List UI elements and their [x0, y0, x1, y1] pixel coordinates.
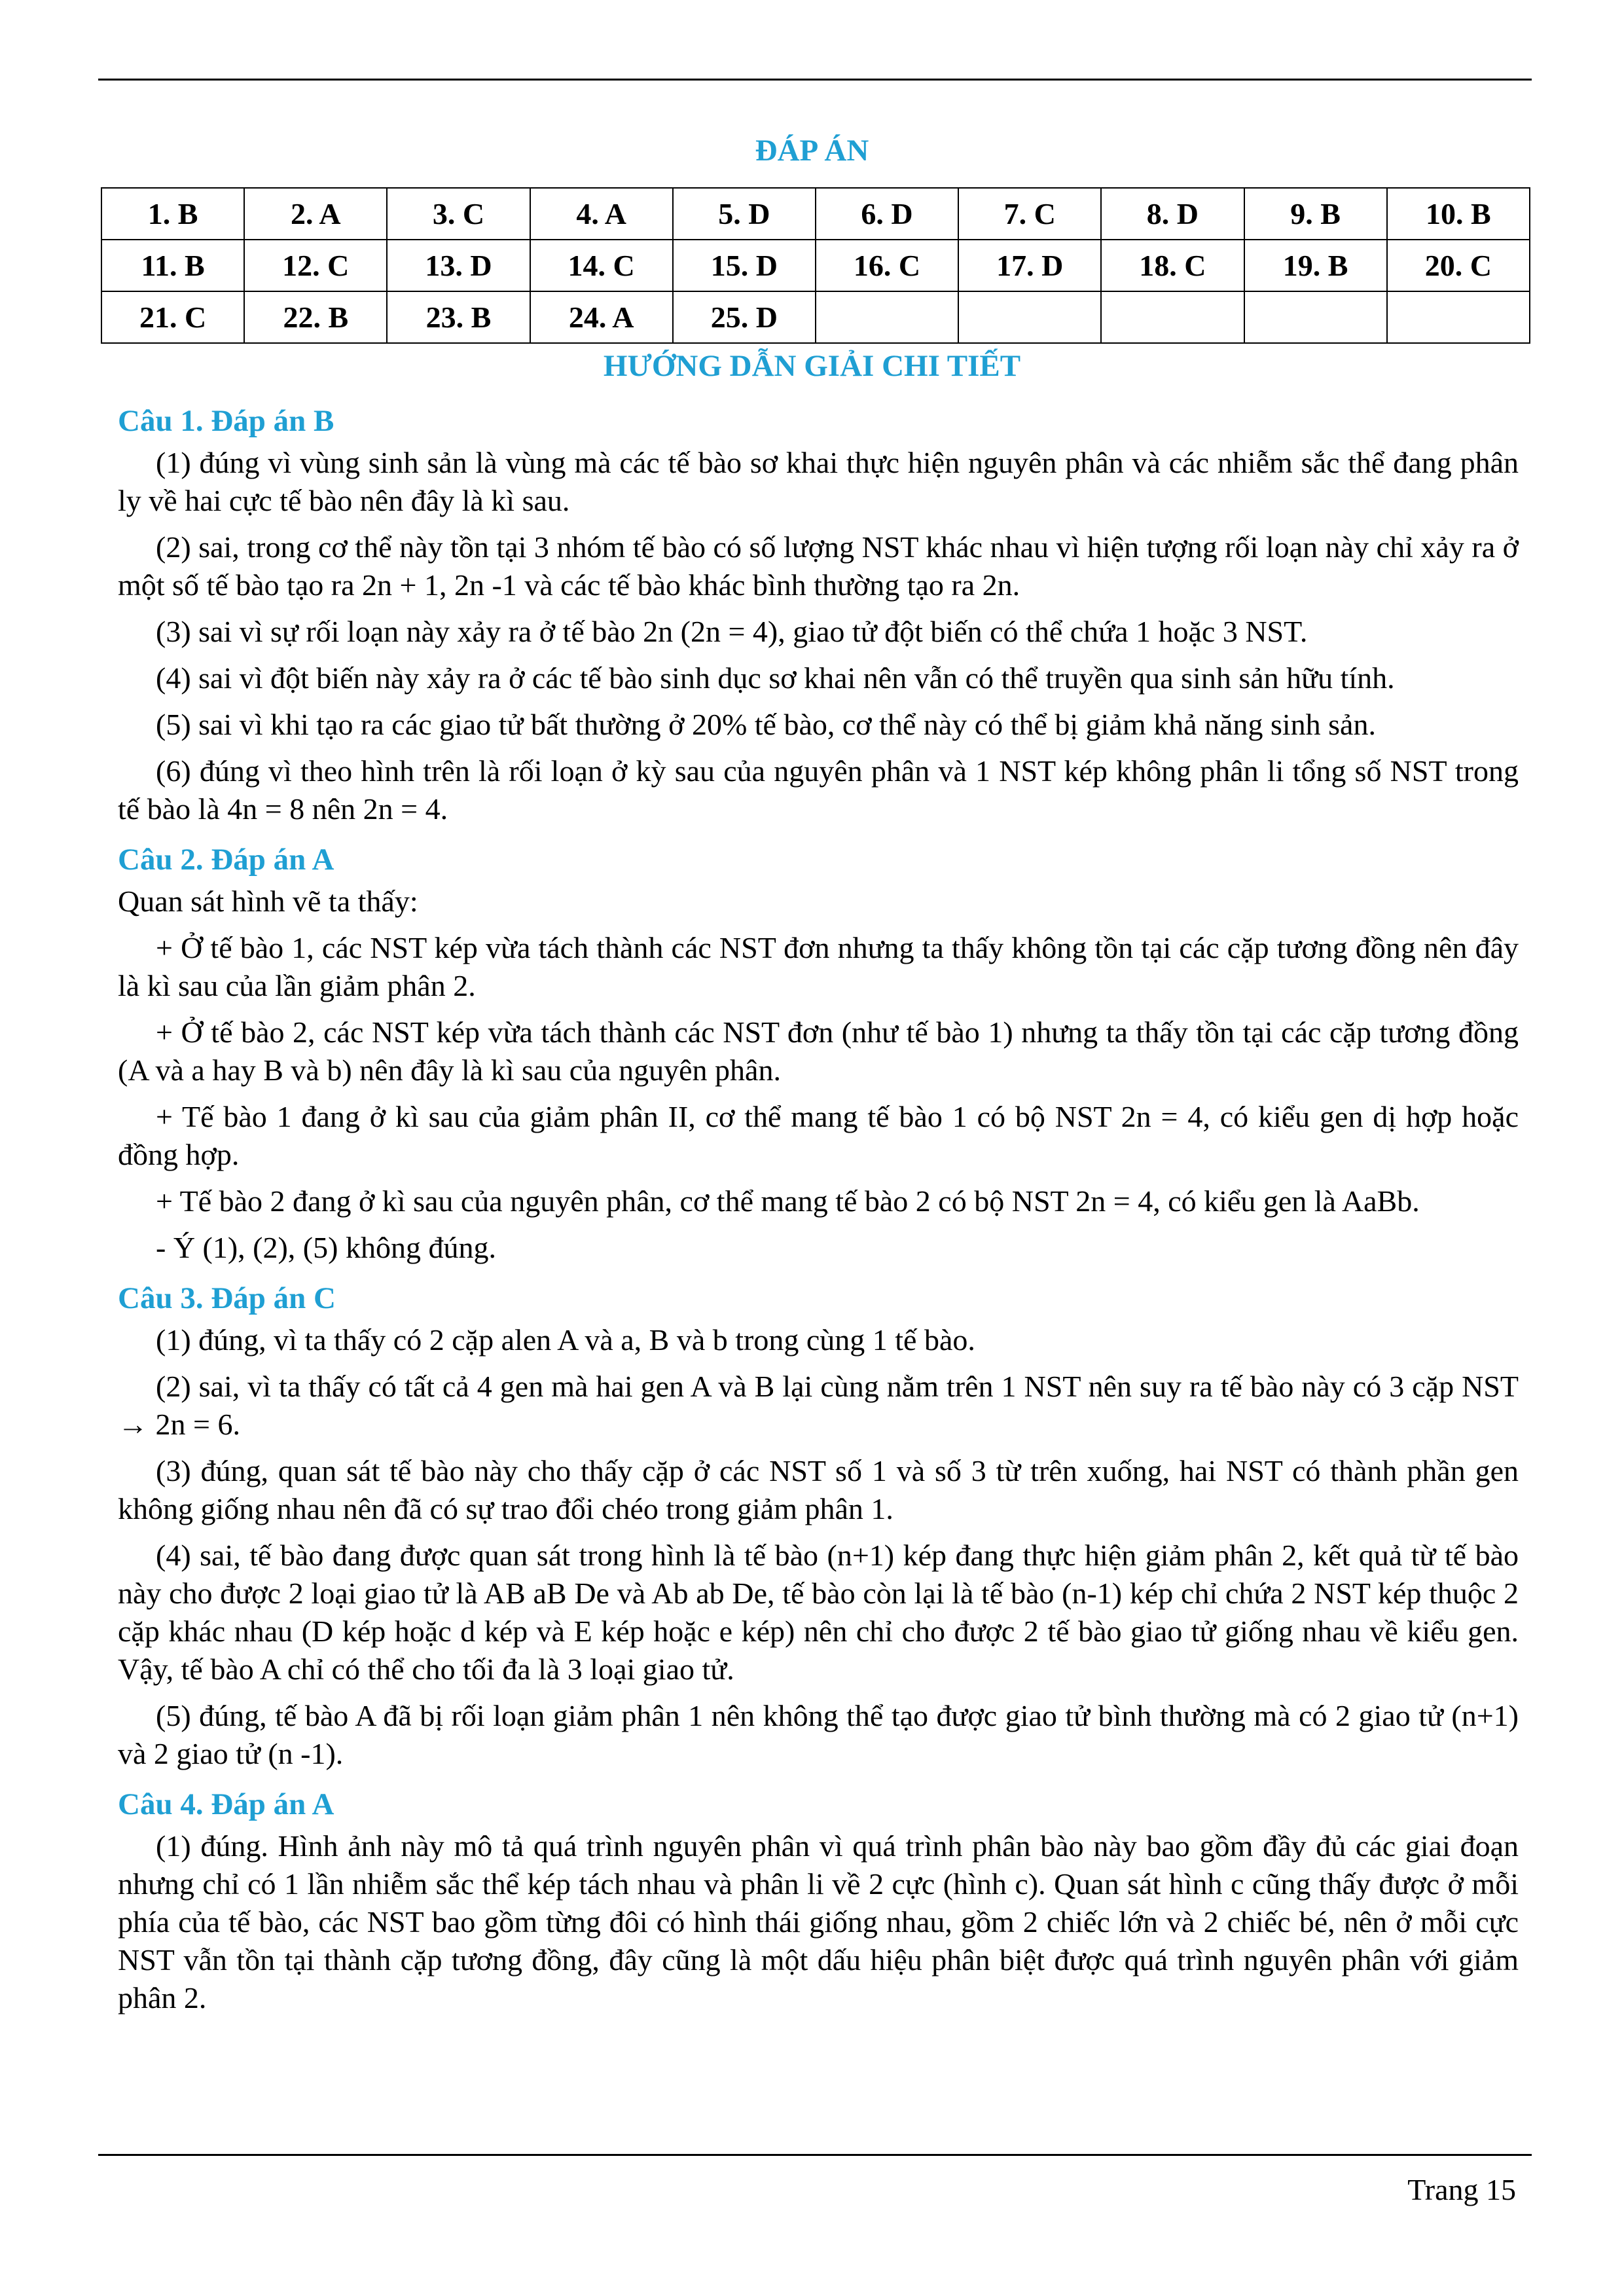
paragraph: (1) đúng. Hình ảnh này mô tả quá trình nguyên phân vì quá trình phân bào này bao gồm đầy đủ các giai đoạn nhưng chỉ có 1 lần nhiễm sắc thể kép tách nhau và phân li về 2 cực (hình c). Quan sát hình c cũng thấy được ở mỗi phía của tế bào, các NST bao gồm từng đôi có hình thái giống nhau, gồm 2 chiếc lớn và 2 chiếc bé, nên ở mỗi cực NST vẫn tồn tại thành cặp tương đồng, đây cũng là một dấu hiệu phân biệt được quá trình nguyên phân với giảm phân 2. [118, 1829, 1519, 2014]
paragraph: (2) sai, trong cơ thể này tồn tại 3 nhóm tế bào có số lượng NST khác nhau vì hiện tượng rối loạn này chỉ xảy ra ở một số tế bào tạo ra 2n + 1, 2n -1 và các tế bào khác bình thường tạo ra 2n. [118, 530, 1519, 602]
paragraph: (3) sai vì sự rối loạn này xảy ra ở tế bào 2n (2n = 4), giao tử đột biến có thể chứa 1 hoặc 3 NST. [156, 615, 1308, 648]
answer-key-table [101, 187, 1530, 344]
question-3 [118, 1275, 1519, 1773]
question-title: Câu 1. Đáp án B [118, 404, 334, 438]
footer-rule [98, 2154, 1532, 2156]
answer-cell: 9. B [1244, 188, 1387, 240]
paragraph: + Tế bào 2 đang ở kì sau của nguyên phân, cơ thể mang tế bào 2 có bộ NST 2n = 4, có kiểu gen là AaBb. [156, 1184, 1420, 1218]
paragraph: + Tế bào 1 đang ở kì sau của giảm phân II, cơ thể mang tế bào 1 có bộ NST 2n = 4, có kiểu gen dị hợp hoặc đồng hợp. [118, 1100, 1519, 1171]
paragraph: (4) sai vì đột biến này xảy ra ở các tế bào sinh dục sơ khai nên vẫn có thể truyền qua sinh sản hữu tính. [156, 661, 1395, 695]
paragraph: (6) đúng vì theo hình trên là rối loạn ở kỳ sau của nguyên phân và 1 NST kép không phân li tổng số NST trong tế bào là 4n = 8 nên 2n = 4. [118, 754, 1519, 826]
paragraph: (1) đúng vì vùng sinh sản là vùng mà các tế bào sơ khai thực hiện nguyên phân và các nhiễm sắc thể đang phân ly về hai cực tế bào nên đây là kì sau. [118, 446, 1519, 517]
solution-content [118, 398, 1519, 2026]
paragraph: (4) sai, tế bào đang được quan sát trong hình là tế bào (n+1) kép đang thực hiện giảm phân 2, kết quả từ tế bào này cho được 2 loại giao tử là AB aB De và Ab ab De, tế bào còn lại là tế bào (n-1) kép chỉ chứa 2 NST kép thuộc 2 cặp khác nhau (D kép hoặc d kép và E kép hoặc e kép) nên chỉ cho được 2 tế bào giao tử giống nhau về kiểu gen. Vậy, tế bào A chỉ có thể cho tối đa là 3 loại giao tử. [118, 1539, 1519, 1686]
answer-cell: 25. D [673, 291, 816, 343]
guide-title: HƯỚNG DẪN GIẢI CHI TIẾT [603, 349, 1021, 383]
answer-cell: 12. C [244, 240, 387, 291]
answer-cell: 13. D [387, 240, 530, 291]
paragraph: (5) sai vì khi tạo ra các giao tử bất thường ở 20% tế bào, cơ thể này có thể bị giảm khả năng sinh sản. [156, 708, 1376, 741]
answer-cell: 17. D [958, 240, 1101, 291]
answer-cell: 20. C [1387, 240, 1530, 291]
question-4 [118, 1781, 1519, 2017]
question-title: Câu 3. Đáp án C [118, 1281, 336, 1315]
question-1 [118, 398, 1519, 828]
answer-cell: 1. B [101, 188, 244, 240]
answer-cell [816, 291, 958, 343]
answer-cell [1244, 291, 1387, 343]
table-row [101, 291, 1530, 343]
answer-cell: 18. C [1101, 240, 1244, 291]
answer-cell: 4. A [530, 188, 673, 240]
answer-cell: 15. D [673, 240, 816, 291]
answer-cell: 19. B [1244, 240, 1387, 291]
answer-cell: 7. C [958, 188, 1101, 240]
answer-cell: 14. C [530, 240, 673, 291]
question-title: Câu 2. Đáp án A [118, 843, 334, 877]
paragraph: - Ý (1), (2), (5) không đúng. [156, 1231, 496, 1264]
answer-cell: 16. C [816, 240, 958, 291]
answer-cell: 10. B [1387, 188, 1530, 240]
answer-cell: 23. B [387, 291, 530, 343]
table-row [101, 240, 1530, 291]
paragraph: + Ở tế bào 2, các NST kép vừa tách thành các NST đơn (như tế bào 1) nhưng ta thấy tồn tại các cặp tương đồng (A và a hay B và b) nên đây là kì sau của nguyên phân. [118, 1015, 1519, 1087]
answer-cell: 21. C [101, 291, 244, 343]
table-row [101, 188, 1530, 240]
paragraph: (2) sai, vì ta thấy có tất cả 4 gen mà hai gen A và B lại cùng nằm trên 1 NST nên suy ra tế bào này có 3 cặp NST → 2n = 6. [118, 1370, 1519, 1441]
answer-cell: 24. A [530, 291, 673, 343]
paragraph-intro: Quan sát hình vẽ ta thấy: [118, 884, 418, 918]
answer-cell: 2. A [244, 188, 387, 240]
answer-cell: 6. D [816, 188, 958, 240]
answer-key-title: ĐÁP ÁN [755, 134, 869, 168]
paragraph: (3) đúng, quan sát tế bào này cho thấy cặp ở các NST số 1 và số 3 từ trên xuống, hai NST có thành phần gen không giống nhau nên đã có sự trao đổi chéo trong giảm phân 1. [118, 1454, 1519, 1525]
answer-cell: 3. C [387, 188, 530, 240]
answer-cell [958, 291, 1101, 343]
header-rule [98, 79, 1532, 81]
answer-cell: 22. B [244, 291, 387, 343]
paragraph: (5) đúng, tế bào A đã bị rối loạn giảm phân 1 nên không thể tạo được giao tử bình thường mà có 2 giao tử (n+1) và 2 giao tử (n -1). [118, 1699, 1519, 1770]
answer-cell [1101, 291, 1244, 343]
question-2 [118, 837, 1519, 1267]
question-title: Câu 4. Đáp án A [118, 1787, 334, 1821]
page-number: Trang 15 [1407, 2173, 1516, 2206]
answer-cell: 8. D [1101, 188, 1244, 240]
paragraph: (1) đúng, vì ta thấy có 2 cặp alen A và a, B và b trong cùng 1 tế bào. [156, 1323, 975, 1357]
answer-cell: 11. B [101, 240, 244, 291]
answer-cell: 5. D [673, 188, 816, 240]
paragraph: + Ở tế bào 1, các NST kép vừa tách thành các NST đơn nhưng ta thấy không tồn tại các cặp tương đồng nên đây là kì sau của lần giảm phân 2. [118, 931, 1519, 1002]
answer-cell [1387, 291, 1530, 343]
